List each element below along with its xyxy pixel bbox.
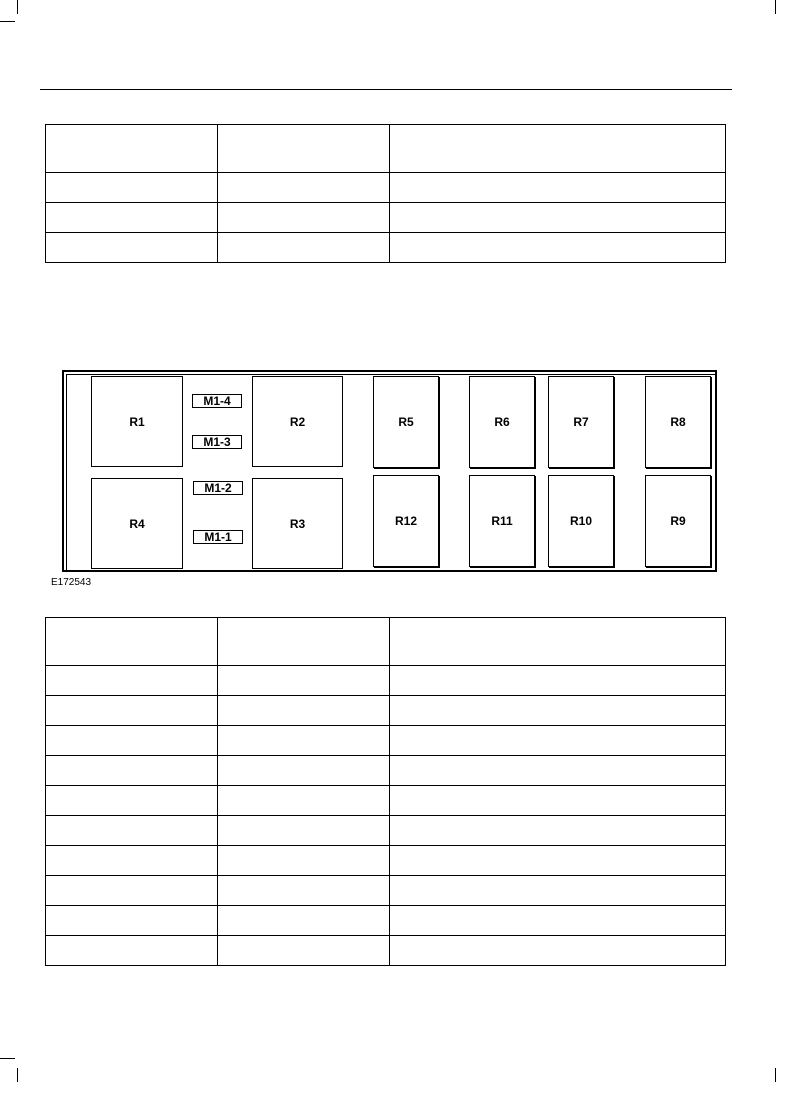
- fuse-table-top: [45, 124, 726, 263]
- relay-r4: [91, 478, 183, 569]
- table-row: [46, 203, 726, 233]
- table-row: [46, 233, 726, 263]
- fuse-label: M1-3: [203, 435, 231, 449]
- relay-box-diagram: [62, 370, 717, 572]
- relay-r6: [469, 376, 535, 468]
- relay-label: R6: [494, 415, 510, 429]
- table-header-row: [46, 125, 726, 173]
- table-row: [46, 173, 726, 203]
- relay-label: R3: [289, 516, 306, 531]
- crop-mark-bottom-left: [0, 1058, 15, 1059]
- table-header-row: [46, 618, 726, 666]
- crop-mark-bottom-right-v: [775, 1068, 776, 1082]
- relay-label: R7: [573, 415, 589, 429]
- fuse-label: M1-4: [203, 394, 231, 408]
- table-row: [46, 786, 726, 816]
- relay-r12: [373, 475, 439, 567]
- relay-r5: [373, 376, 439, 468]
- relay-label: R10: [569, 514, 592, 528]
- table-row: [46, 816, 726, 846]
- relay-r3: [252, 478, 343, 569]
- relay-r10: [548, 475, 614, 567]
- relay-label: R11: [491, 514, 513, 528]
- fuse-label: M1-2: [204, 481, 232, 495]
- relay-r9: [645, 475, 711, 567]
- table-row: [46, 726, 726, 756]
- relay-label: R1: [129, 414, 145, 429]
- fuse-m1-4: [192, 394, 242, 408]
- crop-mark-top-right-v: [775, 0, 776, 14]
- relay-table-bottom: [45, 617, 726, 966]
- crop-mark-top-left-v: [17, 0, 18, 14]
- table-row: [46, 906, 726, 936]
- crop-mark-bottom-left-v: [17, 1068, 18, 1082]
- fuse-m1-2: [193, 481, 243, 495]
- table-row: [46, 696, 726, 726]
- table-row: [46, 756, 726, 786]
- fuse-m1-3: [192, 435, 242, 449]
- relay-label: R8: [670, 415, 686, 429]
- relay-r7: [548, 376, 614, 468]
- table-row: [46, 876, 726, 906]
- relay-r11: [469, 475, 535, 567]
- table-row: [46, 666, 726, 696]
- table-row: [46, 936, 726, 966]
- relay-label: R12: [394, 514, 417, 528]
- relay-r1: [91, 376, 183, 467]
- relay-label: R5: [398, 415, 414, 429]
- relay-r2: [252, 376, 343, 467]
- fuse-m1-1: [193, 530, 243, 544]
- table-row: [46, 846, 726, 876]
- relay-label: R9: [670, 514, 686, 528]
- crop-mark-top-left: [0, 21, 15, 22]
- relay-label: R4: [129, 516, 145, 531]
- relay-r8: [645, 376, 711, 468]
- header-rule: [40, 89, 732, 90]
- relay-label: R2: [289, 414, 306, 429]
- fuse-label: M1-1: [204, 530, 232, 544]
- figure-code: E172543: [51, 577, 92, 588]
